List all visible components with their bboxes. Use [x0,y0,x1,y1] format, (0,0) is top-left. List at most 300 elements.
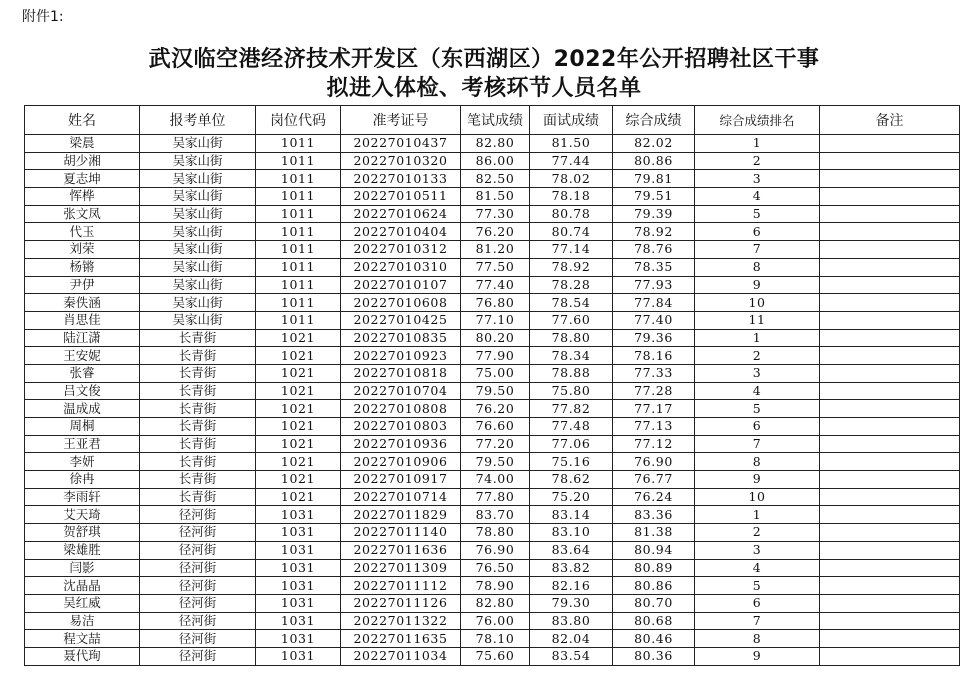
cell-name: 王亚君 [25,435,140,453]
cell-name: 张文凤 [25,205,140,223]
cell-rank: 3 [695,364,820,382]
cell-unit: 长青街 [140,435,256,453]
document-title: 武汉临空港经济技术开发区（东西湖区）2022年公开招聘社区干事 [148,47,820,72]
cell-post-code: 1021 [256,347,341,365]
cell-post-code: 1011 [256,152,341,170]
cell-remarks [820,276,960,294]
table-row [25,258,960,276]
cell-exam-number: 20227010803 [341,418,461,436]
cell-name: 闫影 [25,559,140,577]
cell-total-score: 76.24 [613,488,695,506]
cell-unit: 径河街 [140,612,256,630]
cell-exam-number: 20227011126 [341,594,461,612]
cell-exam-number: 20227010511 [341,188,461,206]
cell-unit: 径河街 [140,647,256,665]
cell-interview-score: 82.04 [530,630,613,648]
table-row [25,630,960,648]
cell-post-code: 1031 [256,612,341,630]
cell-name: 秦佚涵 [25,294,140,312]
table-row [25,559,960,577]
cell-name: 沈晶晶 [25,577,140,595]
header-total-score: 综合成绩 [613,106,695,135]
cell-exam-number: 20227010835 [341,329,461,347]
cell-total-score: 81.38 [613,524,695,542]
cell-remarks [820,188,960,206]
cell-remarks [820,559,960,577]
cell-written-score: 81.20 [461,241,530,259]
cell-remarks [820,347,960,365]
cell-written-score: 78.80 [461,524,530,542]
cell-name: 周桐 [25,418,140,436]
cell-total-score: 80.89 [613,559,695,577]
cell-name: 聂代珣 [25,647,140,665]
cell-post-code: 1021 [256,488,341,506]
cell-written-score: 77.20 [461,435,530,453]
cell-exam-number: 20227010404 [341,223,461,241]
cell-total-score: 80.94 [613,541,695,559]
cell-unit: 径河街 [140,630,256,648]
cell-interview-score: 79.30 [530,594,613,612]
cell-exam-number: 20227010704 [341,382,461,400]
cell-rank: 8 [695,258,820,276]
cell-written-score: 76.00 [461,612,530,630]
cell-unit: 长青街 [140,364,256,382]
cell-interview-score: 83.64 [530,541,613,559]
cell-rank: 2 [695,347,820,365]
cell-exam-number: 20227010936 [341,435,461,453]
cell-interview-score: 77.48 [530,418,613,436]
cell-rank: 4 [695,188,820,206]
cell-written-score: 77.50 [461,258,530,276]
cell-post-code: 1011 [256,223,341,241]
cell-remarks [820,205,960,223]
cell-exam-number: 20227010425 [341,311,461,329]
cell-name: 代玉 [25,223,140,241]
cell-remarks [820,541,960,559]
cell-interview-score: 78.28 [530,276,613,294]
table-row [25,364,960,382]
cell-total-score: 77.40 [613,311,695,329]
cell-name: 恽桦 [25,188,140,206]
cell-name: 梁晨 [25,135,140,153]
cell-written-score: 76.60 [461,418,530,436]
cell-interview-score: 83.10 [530,524,613,542]
cell-name: 程文喆 [25,630,140,648]
cell-interview-score: 78.80 [530,329,613,347]
cell-unit: 吴家山街 [140,152,256,170]
cell-remarks [820,400,960,418]
cell-written-score: 76.20 [461,400,530,418]
table-row [25,170,960,188]
cell-post-code: 1011 [256,170,341,188]
cell-written-score: 74.00 [461,471,530,489]
cell-rank: 7 [695,612,820,630]
cell-unit: 径河街 [140,506,256,524]
cell-name: 刘荣 [25,241,140,259]
cell-name: 王安妮 [25,347,140,365]
cell-rank: 5 [695,205,820,223]
cell-interview-score: 83.54 [530,647,613,665]
cell-unit: 径河街 [140,541,256,559]
cell-unit: 长青街 [140,471,256,489]
cell-exam-number: 20227010310 [341,258,461,276]
cell-remarks [820,630,960,648]
cell-post-code: 1021 [256,364,341,382]
table-row [25,541,960,559]
table-row [25,435,960,453]
cell-written-score: 75.00 [461,364,530,382]
cell-total-score: 82.02 [613,135,695,153]
cell-post-code: 1021 [256,435,341,453]
cell-remarks [820,594,960,612]
cell-rank: 1 [695,329,820,347]
table-row [25,223,960,241]
cell-total-score: 78.76 [613,241,695,259]
attachment-label: 附件1: [22,9,64,25]
cell-post-code: 1021 [256,329,341,347]
candidate-table [24,105,960,666]
cell-rank: 6 [695,418,820,436]
header-post-code: 岗位代码 [256,106,341,135]
cell-interview-score: 78.54 [530,294,613,312]
cell-exam-number: 20227010320 [341,152,461,170]
table-row [25,135,960,153]
cell-exam-number: 20227010437 [341,135,461,153]
cell-post-code: 1031 [256,559,341,577]
cell-exam-number: 20227010818 [341,364,461,382]
document-subtitle: 拟进入体检、考核环节人员名单 [326,76,642,101]
cell-written-score: 77.10 [461,311,530,329]
cell-written-score: 82.80 [461,135,530,153]
cell-written-score: 82.80 [461,594,530,612]
cell-post-code: 1011 [256,311,341,329]
cell-exam-number: 20227011140 [341,524,461,542]
cell-written-score: 76.90 [461,541,530,559]
cell-exam-number: 20227010808 [341,400,461,418]
table-row [25,188,960,206]
cell-name: 杨锵 [25,258,140,276]
cell-total-score: 80.36 [613,647,695,665]
table-row [25,382,960,400]
cell-interview-score: 80.74 [530,223,613,241]
cell-unit: 吴家山街 [140,135,256,153]
cell-total-score: 78.16 [613,347,695,365]
cell-total-score: 76.90 [613,453,695,471]
cell-remarks [820,241,960,259]
cell-rank: 10 [695,488,820,506]
cell-interview-score: 83.14 [530,506,613,524]
table-row [25,594,960,612]
cell-rank: 1 [695,506,820,524]
cell-total-score: 79.81 [613,170,695,188]
cell-interview-score: 83.80 [530,612,613,630]
cell-unit: 吴家山街 [140,170,256,188]
cell-written-score: 75.60 [461,647,530,665]
cell-rank: 5 [695,577,820,595]
cell-remarks [820,364,960,382]
cell-rank: 7 [695,241,820,259]
cell-written-score: 79.50 [461,453,530,471]
cell-interview-score: 77.14 [530,241,613,259]
cell-total-score: 77.93 [613,276,695,294]
cell-remarks [820,647,960,665]
cell-unit: 长青街 [140,329,256,347]
cell-remarks [820,577,960,595]
cell-rank: 5 [695,400,820,418]
cell-written-score: 82.50 [461,170,530,188]
table-row [25,506,960,524]
cell-total-score: 80.68 [613,612,695,630]
cell-total-score: 77.13 [613,418,695,436]
header-interview-score: 面试成绩 [530,106,613,135]
cell-unit: 吴家山街 [140,311,256,329]
cell-rank: 3 [695,541,820,559]
cell-remarks [820,418,960,436]
cell-post-code: 1011 [256,205,341,223]
cell-rank: 11 [695,311,820,329]
cell-post-code: 1021 [256,418,341,436]
cell-remarks [820,152,960,170]
cell-exam-number: 20227011112 [341,577,461,595]
cell-remarks [820,170,960,188]
cell-exam-number: 20227010608 [341,294,461,312]
cell-name: 尹伊 [25,276,140,294]
cell-rank: 7 [695,435,820,453]
cell-remarks [820,506,960,524]
cell-remarks [820,435,960,453]
cell-exam-number: 20227010923 [341,347,461,365]
cell-remarks [820,223,960,241]
cell-post-code: 1031 [256,541,341,559]
cell-remarks [820,382,960,400]
cell-total-score: 80.86 [613,577,695,595]
cell-total-score: 77.17 [613,400,695,418]
cell-unit: 径河街 [140,594,256,612]
table-row [25,488,960,506]
cell-exam-number: 20227011829 [341,506,461,524]
cell-post-code: 1011 [256,135,341,153]
cell-post-code: 1021 [256,400,341,418]
cell-total-score: 77.28 [613,382,695,400]
cell-total-score: 77.33 [613,364,695,382]
cell-interview-score: 75.80 [530,382,613,400]
cell-rank: 2 [695,524,820,542]
cell-interview-score: 78.34 [530,347,613,365]
cell-post-code: 1021 [256,382,341,400]
cell-exam-number: 20227010714 [341,488,461,506]
cell-written-score: 80.20 [461,329,530,347]
cell-name: 温成成 [25,400,140,418]
cell-interview-score: 80.78 [530,205,613,223]
table-row [25,577,960,595]
cell-written-score: 77.40 [461,276,530,294]
cell-unit: 吴家山街 [140,241,256,259]
table-row [25,276,960,294]
cell-unit: 长青街 [140,453,256,471]
cell-post-code: 1031 [256,506,341,524]
cell-post-code: 1011 [256,294,341,312]
cell-rank: 1 [695,135,820,153]
table-row [25,471,960,489]
cell-total-score: 79.51 [613,188,695,206]
cell-total-score: 80.46 [613,630,695,648]
cell-unit: 长青街 [140,382,256,400]
cell-interview-score: 77.82 [530,400,613,418]
cell-interview-score: 82.16 [530,577,613,595]
table-row [25,524,960,542]
cell-name: 胡少湘 [25,152,140,170]
cell-rank: 3 [695,170,820,188]
cell-rank: 8 [695,630,820,648]
cell-written-score: 83.70 [461,506,530,524]
cell-unit: 吴家山街 [140,205,256,223]
cell-exam-number: 20227010107 [341,276,461,294]
cell-rank: 6 [695,594,820,612]
header-rank: 综合成绩排名 [695,106,820,135]
cell-unit: 长青街 [140,418,256,436]
cell-total-score: 77.12 [613,435,695,453]
cell-remarks [820,524,960,542]
cell-rank: 4 [695,559,820,577]
cell-interview-score: 75.16 [530,453,613,471]
cell-interview-score: 78.02 [530,170,613,188]
cell-written-score: 79.50 [461,382,530,400]
cell-interview-score: 77.60 [530,311,613,329]
cell-total-score: 78.35 [613,258,695,276]
table-row [25,294,960,312]
cell-exam-number: 20227010917 [341,471,461,489]
cell-unit: 吴家山街 [140,294,256,312]
cell-name: 陆江潇 [25,329,140,347]
header-name: 姓名 [25,106,140,135]
cell-post-code: 1021 [256,471,341,489]
cell-post-code: 1021 [256,453,341,471]
cell-written-score: 86.00 [461,152,530,170]
header-remarks: 备注 [820,106,960,135]
cell-unit: 吴家山街 [140,276,256,294]
cell-remarks [820,453,960,471]
cell-name: 李雨轩 [25,488,140,506]
table-row [25,311,960,329]
cell-name: 贺舒琪 [25,524,140,542]
cell-remarks [820,294,960,312]
cell-written-score: 78.90 [461,577,530,595]
cell-post-code: 1011 [256,188,341,206]
cell-post-code: 1011 [256,258,341,276]
cell-name: 张睿 [25,364,140,382]
cell-unit: 径河街 [140,524,256,542]
cell-exam-number: 20227011034 [341,647,461,665]
cell-rank: 6 [695,223,820,241]
cell-remarks [820,135,960,153]
cell-post-code: 1031 [256,594,341,612]
cell-interview-score: 77.06 [530,435,613,453]
cell-total-score: 78.92 [613,223,695,241]
cell-total-score: 83.36 [613,506,695,524]
cell-rank: 9 [695,647,820,665]
cell-name: 徐冉 [25,471,140,489]
cell-unit: 吴家山街 [140,223,256,241]
cell-remarks [820,471,960,489]
cell-rank: 4 [695,382,820,400]
cell-interview-score: 81.50 [530,135,613,153]
cell-written-score: 76.20 [461,223,530,241]
cell-unit: 吴家山街 [140,258,256,276]
cell-unit: 长青街 [140,488,256,506]
cell-post-code: 1031 [256,524,341,542]
table-row [25,241,960,259]
cell-rank: 8 [695,453,820,471]
cell-name: 易洁 [25,612,140,630]
cell-total-score: 80.70 [613,594,695,612]
cell-post-code: 1031 [256,647,341,665]
cell-exam-number: 20227010312 [341,241,461,259]
cell-exam-number: 20227011635 [341,630,461,648]
cell-interview-score: 78.62 [530,471,613,489]
cell-interview-score: 78.88 [530,364,613,382]
cell-exam-number: 20227010624 [341,205,461,223]
table-row [25,453,960,471]
cell-name: 李妍 [25,453,140,471]
table-row [25,152,960,170]
cell-interview-score: 75.20 [530,488,613,506]
cell-total-score: 79.39 [613,205,695,223]
cell-name: 梁雄胜 [25,541,140,559]
cell-interview-score: 78.92 [530,258,613,276]
cell-exam-number: 20227010133 [341,170,461,188]
table-row [25,418,960,436]
cell-written-score: 76.80 [461,294,530,312]
cell-written-score: 81.50 [461,188,530,206]
cell-written-score: 77.90 [461,347,530,365]
cell-remarks [820,311,960,329]
cell-rank: 9 [695,471,820,489]
cell-name: 吕文俊 [25,382,140,400]
cell-name: 艾天琦 [25,506,140,524]
cell-post-code: 1011 [256,276,341,294]
cell-written-score: 77.80 [461,488,530,506]
cell-remarks [820,612,960,630]
cell-total-score: 76.77 [613,471,695,489]
cell-remarks [820,329,960,347]
cell-total-score: 79.36 [613,329,695,347]
table-header-row [25,106,960,135]
cell-unit: 长青街 [140,347,256,365]
header-written-score: 笔试成绩 [461,106,530,135]
cell-total-score: 77.84 [613,294,695,312]
cell-post-code: 1011 [256,241,341,259]
cell-name: 吴红威 [25,594,140,612]
cell-unit: 吴家山街 [140,188,256,206]
header-unit: 报考单位 [140,106,256,135]
table-row [25,329,960,347]
cell-exam-number: 20227011309 [341,559,461,577]
cell-remarks [820,488,960,506]
cell-remarks [820,258,960,276]
cell-rank: 2 [695,152,820,170]
cell-unit: 径河街 [140,577,256,595]
cell-post-code: 1031 [256,577,341,595]
cell-unit: 径河街 [140,559,256,577]
table-row [25,612,960,630]
cell-unit: 长青街 [140,400,256,418]
cell-exam-number: 20227011322 [341,612,461,630]
cell-interview-score: 77.44 [530,152,613,170]
table-row [25,205,960,223]
cell-exam-number: 20227011636 [341,541,461,559]
cell-name: 夏志坤 [25,170,140,188]
cell-rank: 10 [695,294,820,312]
